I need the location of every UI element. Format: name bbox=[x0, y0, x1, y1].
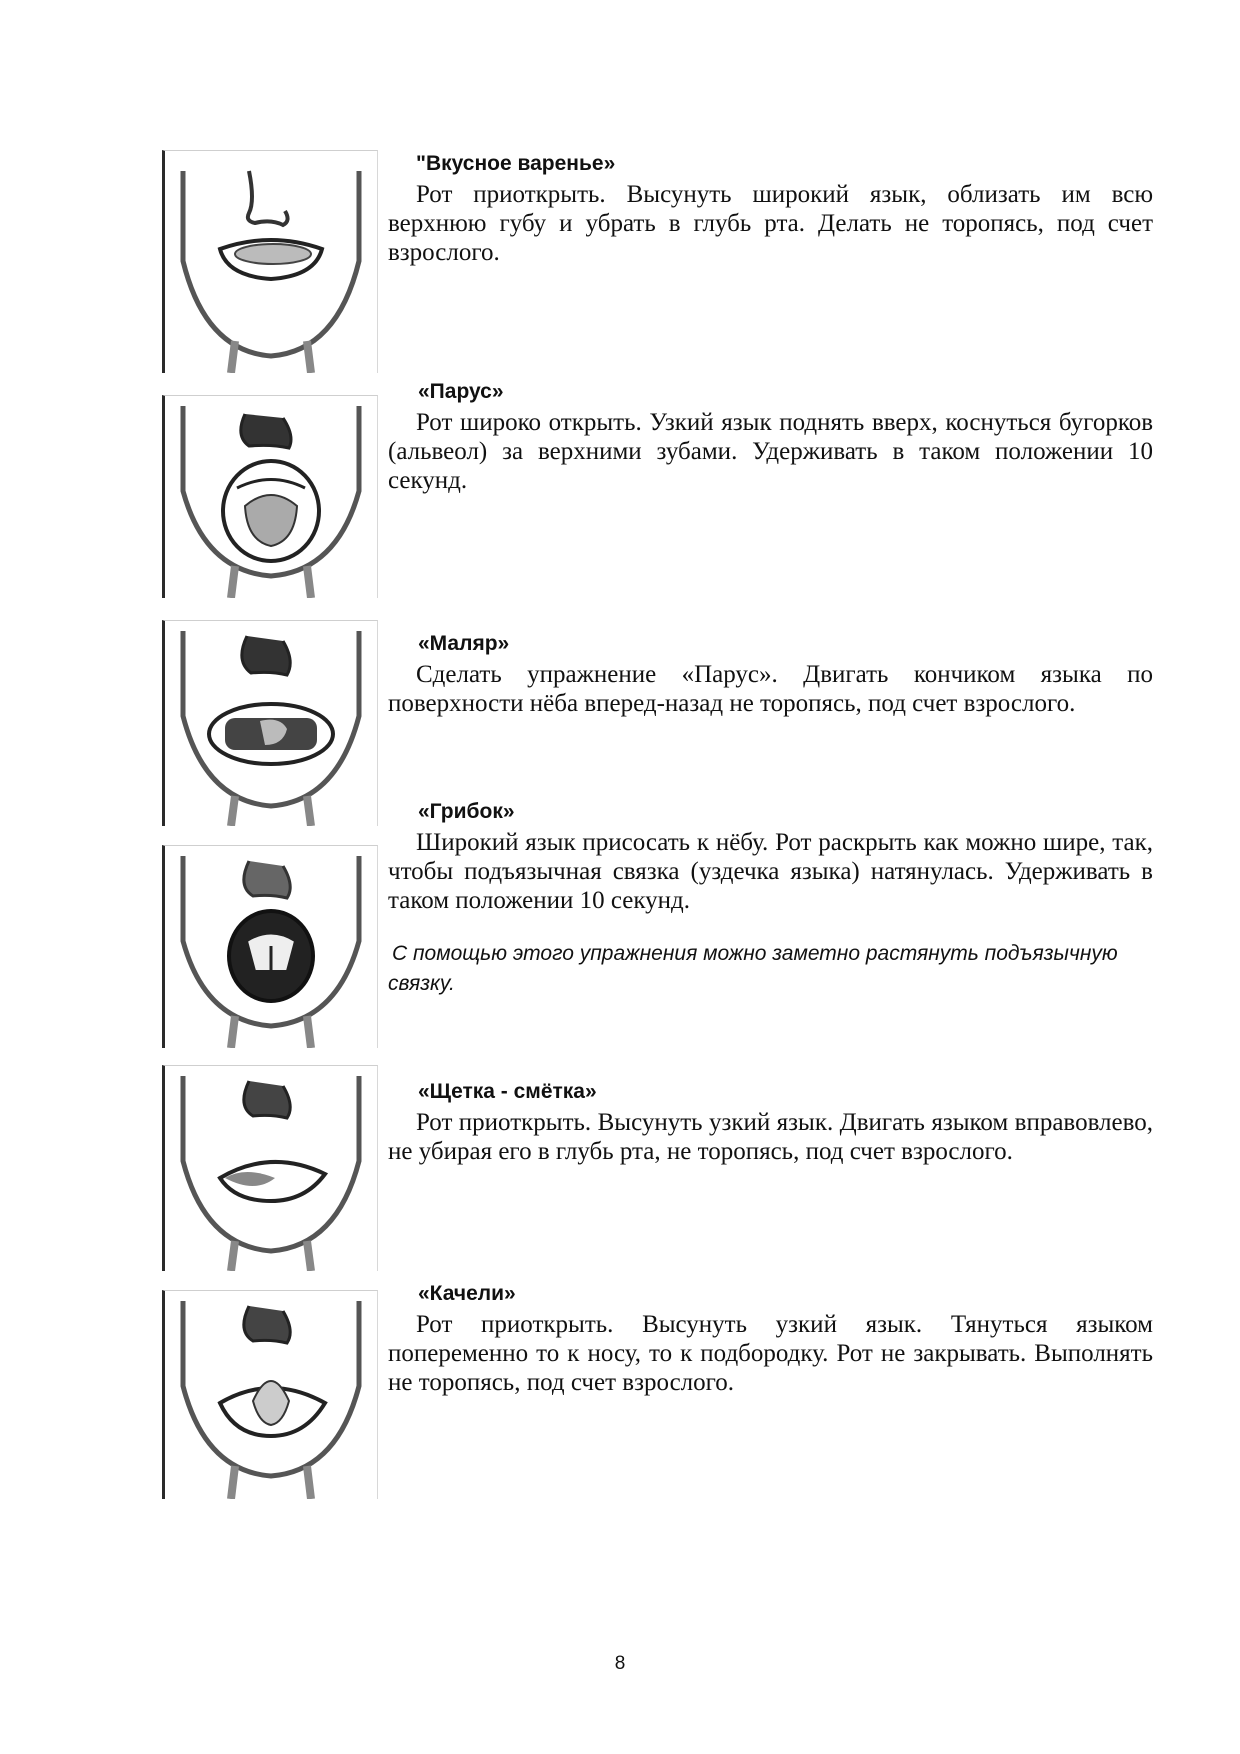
face-tongue-lick-upper-lip-icon bbox=[162, 150, 378, 373]
exercise-title: «Грибок» bbox=[418, 800, 515, 823]
exercise-note: С помощью этого упражнения можно заметно растянуть подъязычную связку. bbox=[388, 942, 1118, 995]
exercise-text: Рот приоткрыть. Высунуть широкий язык, облизать им всю верхнюю губу и убрать в глубь рта. Делать не торопясь, под счет взрослого. bbox=[388, 181, 1153, 266]
exercise-1 bbox=[388, 150, 1153, 267]
exercise-text: Рот приоткрыть. Высунуть узкий язык. Двигать языком вправовлево, не убирая его в глубь рта, не торопясь, под счет взрослого. bbox=[388, 1109, 1153, 1165]
exercise-text: Рот приоткрыть. Высунуть узкий язык. Тянуться языком попеременно то к носу, то к подбородку. Рот не закрывать. Выполнять не торопясь, под счет взрослого. bbox=[388, 1311, 1153, 1396]
exercise-title: «Парус» bbox=[418, 380, 504, 403]
page-number: 8 bbox=[614, 1653, 626, 1674]
exercise-2 bbox=[388, 378, 1153, 495]
exercise-title: «Маляр» bbox=[418, 632, 510, 655]
exercise-title: «Щетка - смётка» bbox=[418, 1080, 597, 1103]
exercise-title: «Качели» bbox=[418, 1282, 516, 1305]
face-tongue-raised-icon bbox=[162, 395, 378, 598]
exercise-3 bbox=[388, 630, 1153, 718]
exercise-4 bbox=[388, 798, 1153, 999]
exercise-text: Широкий язык присосать к нёбу. Рот раскрыть как можно шире, так, чтобы подъязычная связка (уздечка языка) натянулась. Удерживать в таком положении 10 секунд. bbox=[388, 829, 1153, 914]
exercise-5 bbox=[388, 1078, 1153, 1166]
face-tongue-side-icon bbox=[162, 1065, 378, 1271]
exercise-6 bbox=[388, 1280, 1153, 1397]
face-tongue-suction-icon bbox=[162, 845, 378, 1048]
face-tongue-up-down-icon bbox=[162, 1290, 378, 1499]
face-tongue-palate-icon bbox=[162, 620, 378, 826]
exercise-title: "Вкусное варенье» bbox=[416, 152, 616, 175]
exercise-text: Сделать упражнение «Парус». Двигать кончиком языка по поверхности нёба вперед-назад не торопясь, под счет взрослого. bbox=[388, 661, 1153, 717]
exercise-text: Рот широко открыть. Узкий язык поднять вверх, коснуться бугорков (альвеол) за верхними зубами. Удерживать в таком положении 10 секунд. bbox=[388, 409, 1153, 494]
